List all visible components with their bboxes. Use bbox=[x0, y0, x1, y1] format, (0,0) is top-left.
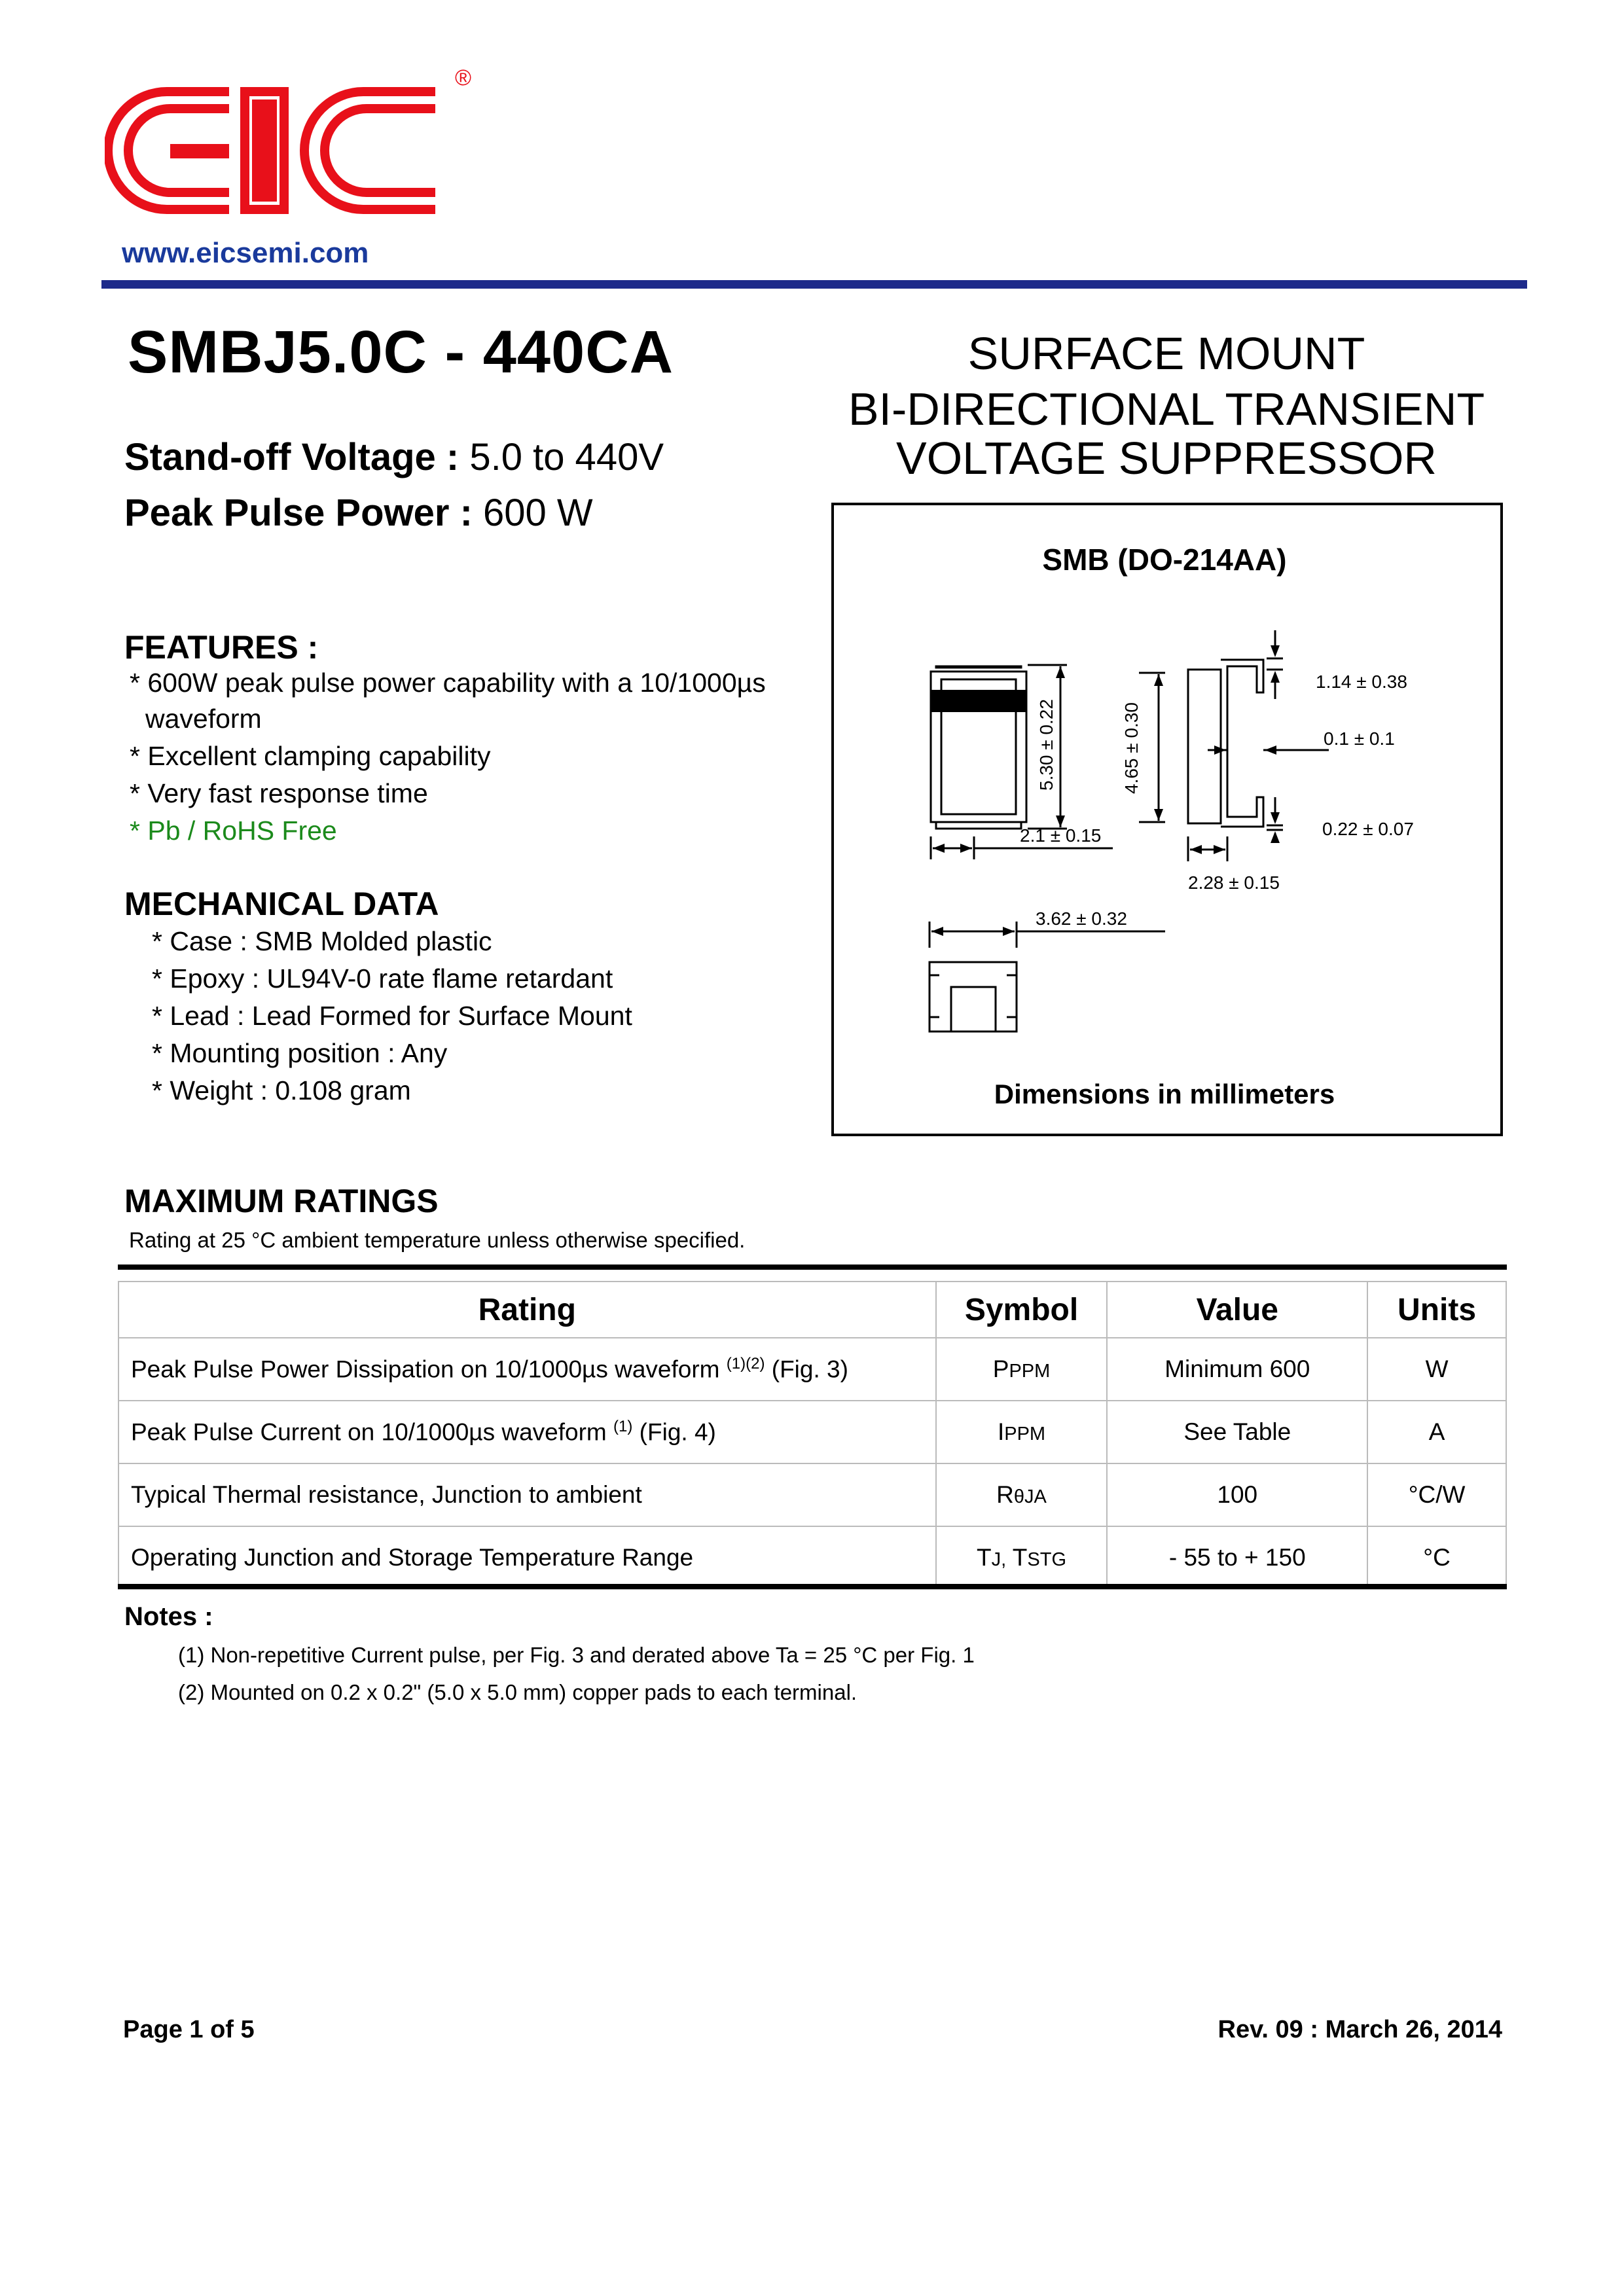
standoff-voltage bbox=[124, 435, 664, 479]
mechanical-item: * Mounting position : Any bbox=[152, 1038, 448, 1068]
revision-date: Rev. 09 : March 26, 2014 bbox=[1218, 2016, 1502, 2043]
table-row bbox=[118, 1463, 1506, 1526]
dim-body-height: 4.65 ± 0.30 bbox=[1121, 702, 1142, 794]
features-heading: FEATURES : bbox=[124, 629, 319, 666]
table-bottom-rule bbox=[118, 1584, 1507, 1589]
mechanical-item: * Lead : Lead Formed for Surface Mount bbox=[152, 1001, 632, 1031]
mechanical-item: * Weight : 0.108 gram bbox=[152, 1075, 411, 1105]
peak-value: 600 W bbox=[472, 492, 593, 534]
table-row bbox=[118, 1338, 1506, 1401]
unit-cell: A bbox=[1367, 1401, 1506, 1463]
feature-item: * Very fast response time bbox=[130, 778, 428, 808]
peak-pulse-power bbox=[124, 491, 593, 535]
dim-overall-width: 3.62 ± 0.32 bbox=[1036, 908, 1127, 929]
package-title: SMB (DO-214AA) bbox=[1042, 543, 1287, 577]
mechanical-item: * Epoxy : UL94V-0 rate flame retardant bbox=[152, 963, 613, 994]
feature-item: * 600W peak pulse power capability with a 10/1000µs bbox=[130, 668, 766, 698]
standoff-value: 5.0 to 440V bbox=[459, 436, 664, 478]
unit-cell: °C/W bbox=[1367, 1463, 1506, 1526]
rating-cell: Operating Junction and Storage Temperature Range bbox=[118, 1526, 936, 1589]
feature-item-rohs: * Pb / RoHS Free bbox=[130, 816, 337, 846]
symbol-cell: IPPM bbox=[936, 1401, 1108, 1463]
column-header: Symbol bbox=[936, 1282, 1108, 1338]
standoff-label: Stand-off Voltage : bbox=[124, 436, 460, 478]
package-dimensions-note: Dimensions in millimeters bbox=[994, 1079, 1335, 1109]
symbol-cell: RθJA bbox=[936, 1463, 1108, 1526]
dim-body-width: 2.1 ± 0.15 bbox=[1020, 825, 1102, 846]
unit-cell: W bbox=[1367, 1338, 1506, 1401]
column-header: Units bbox=[1367, 1282, 1506, 1338]
page-number: Page 1 of 5 bbox=[123, 2016, 255, 2043]
dim-lead-length: 2.28 ± 0.15 bbox=[1188, 872, 1280, 893]
table-header-row bbox=[118, 1282, 1506, 1338]
unit-cell: °C bbox=[1367, 1526, 1506, 1589]
max-ratings-subtitle: Rating at 25 °C ambient temperature unless otherwise specified. bbox=[129, 1228, 746, 1252]
mechanical-item: * Case : SMB Molded plastic bbox=[152, 926, 492, 956]
registered-mark: ® bbox=[455, 65, 472, 90]
dim-standoff: 0.1 ± 0.1 bbox=[1324, 728, 1395, 749]
mechanical-heading: MECHANICAL DATA bbox=[124, 886, 439, 922]
dim-total-height: 5.30 ± 0.22 bbox=[1036, 699, 1056, 791]
rating-cell: Peak Pulse Power Dissipation on 10/1000µs waveform $^{(1)(2)}$ (Fig. 3) bbox=[118, 1338, 936, 1401]
rating-cell: Typical Thermal resistance, Junction to ambient bbox=[118, 1463, 936, 1526]
feature-item: * Excellent clamping capability bbox=[130, 741, 491, 771]
eic-logo bbox=[105, 60, 484, 257]
product-title-line: SURFACE MOUNT bbox=[967, 328, 1365, 379]
value-cell: Minimum 600 bbox=[1107, 1338, 1367, 1401]
rating-cell: Peak Pulse Current on 10/1000µs waveform $^{(1)}$ (Fig. 4) bbox=[118, 1401, 936, 1463]
column-header: Value bbox=[1107, 1282, 1367, 1338]
dim-lead-bottom: 0.22 ± 0.07 bbox=[1322, 819, 1414, 839]
symbol-cell: PPPM bbox=[936, 1338, 1108, 1401]
table-top-rule bbox=[118, 1265, 1507, 1270]
value-cell: - 55 to + 150 bbox=[1107, 1526, 1367, 1589]
note-item: (1) Non-repetitive Current pulse, per Fig. 3 and derated above Ta = 25 °C per Fig. 1 bbox=[178, 1643, 975, 1667]
symbol-cell: TJ, TSTG bbox=[936, 1526, 1108, 1589]
part-number: SMBJ5.0C - 440CA bbox=[128, 319, 674, 386]
column-header: Rating bbox=[118, 1282, 936, 1338]
package-outline-drawing bbox=[831, 503, 1498, 1131]
max-ratings-heading: MAXIMUM RATINGS bbox=[124, 1183, 439, 1219]
feature-item: waveform bbox=[145, 704, 262, 734]
value-cell: See Table bbox=[1107, 1401, 1367, 1463]
header-divider bbox=[101, 280, 1527, 289]
note-item: (2) Mounted on 0.2 x 0.2" (5.0 x 5.0 mm) copper pads to each terminal. bbox=[178, 1680, 857, 1704]
notes-heading: Notes : bbox=[124, 1602, 213, 1631]
product-title-line: BI-DIRECTIONAL TRANSIENT bbox=[848, 384, 1485, 435]
value-cell: 100 bbox=[1107, 1463, 1367, 1526]
dim-lead-thickness: 1.14 ± 0.38 bbox=[1316, 672, 1407, 692]
table-row bbox=[118, 1526, 1506, 1589]
product-title-line: VOLTAGE SUPPRESSOR bbox=[896, 433, 1437, 484]
peak-label: Peak Pulse Power : bbox=[124, 492, 473, 534]
table-row bbox=[118, 1401, 1506, 1463]
ratings-table bbox=[118, 1281, 1507, 1590]
website-url[interactable]: www.eicsemi.com bbox=[122, 237, 369, 269]
